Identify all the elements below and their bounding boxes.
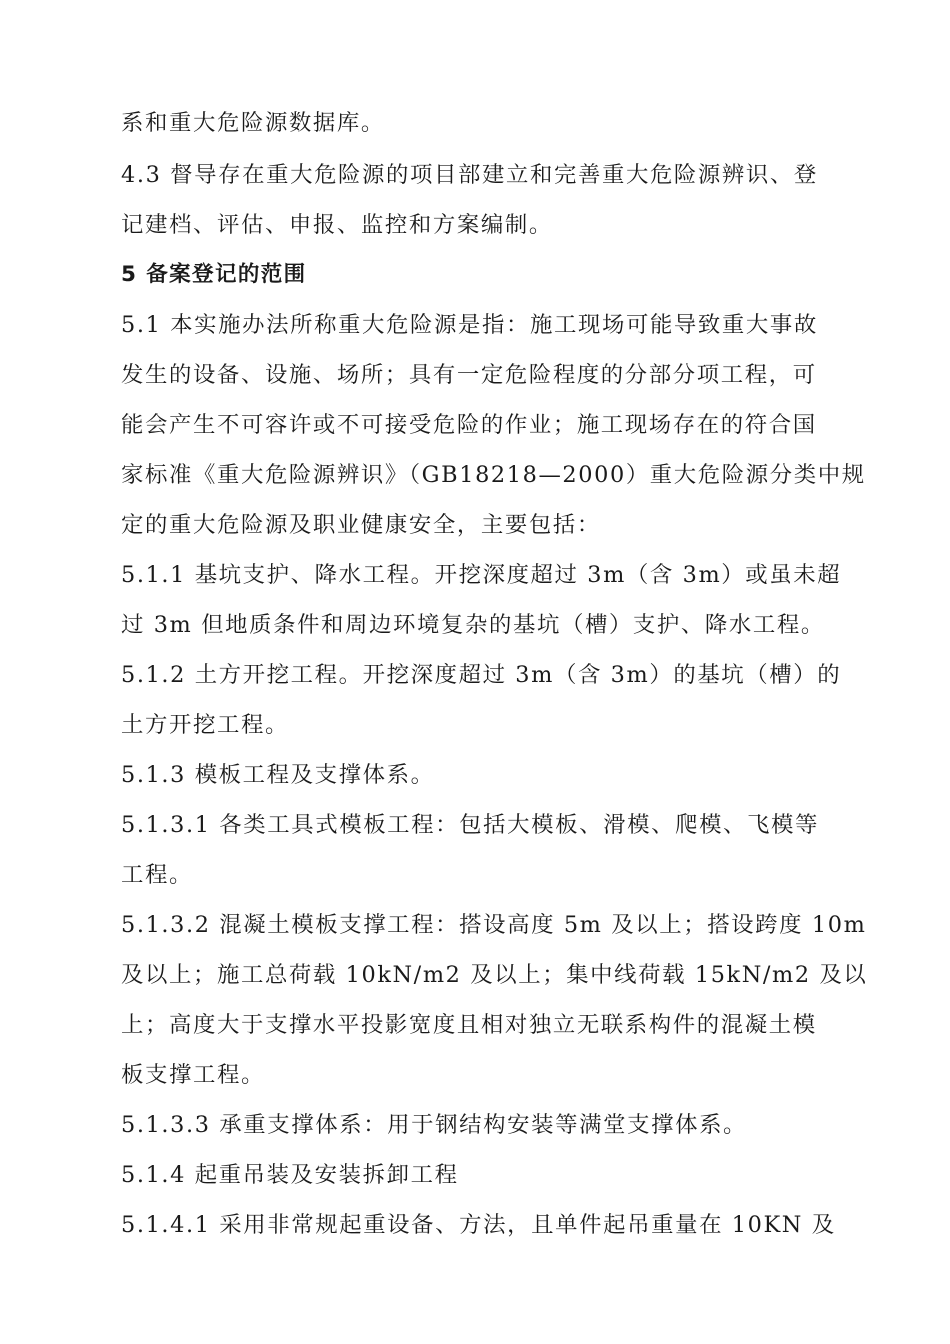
text-line: 系和重大危险源数据库。 [121,110,385,136]
text-line: 5.1.2 土方开挖工程。开挖深度超过 3m（含 3m）的基坑（槽）的 [121,662,842,688]
text-line: 4.3 督导存在重大危险源的项目部建立和完善重大危险源辨识、登 [121,162,818,188]
text-line: 工程。 [121,862,193,888]
text-line: 上；高度大于支撑水平投影宽度且相对独立无联系构件的混凝土模 [121,1012,817,1038]
text-line: 5.1.3.1 各类工具式模板工程：包括大模板、滑模、爬模、飞模等 [121,812,820,838]
text-line: 记建档、评估、申报、监控和方案编制。 [121,212,553,238]
text-line: 土方开挖工程。 [121,712,289,738]
text-line: 发生的设备、设施、场所；具有一定危险程度的分部分项工程，可 [121,362,817,388]
text-line: 能会产生不可容许或不可接受危险的作业；施工现场存在的符合国 [121,412,817,438]
text-line: 及以上；施工总荷载 10kN/m2 及以上；集中线荷载 15kN/m2 及以 [121,962,868,988]
text-line: 板支撑工程。 [121,1062,265,1088]
text-line: 家标准《重大危险源辨识》（GB18218—2000）重大危险源分类中规 [121,462,866,488]
section-heading: 5 备案登记的范围 [121,262,307,287]
text-line: 5.1 本实施办法所称重大危险源是指：施工现场可能导致重大事故 [121,312,818,338]
text-line: 5.1.4 起重吊装及安装拆卸工程 [121,1162,459,1188]
text-line: 5.1.4.1 采用非常规起重设备、方法，且单件起吊重量在 10KN 及 [121,1212,836,1238]
text-line: 5.1.3.2 混凝土模板支撑工程：搭设高度 5m 及以上；搭设跨度 10m [121,912,867,938]
text-line: 5.1.1 基坑支护、降水工程。开挖深度超过 3m（含 3m）或虽未超 [121,562,842,588]
text-line: 5.1.3 模板工程及支撑体系。 [121,762,435,788]
text-line: 定的重大危险源及职业健康安全，主要包括： [121,512,601,538]
text-line: 过 3m 但地质条件和周边环境复杂的基坑（槽）支护、降水工程。 [121,612,825,638]
text-line: 5.1.3.3 承重支撑体系：用于钢结构安装等满堂支撑体系。 [121,1112,748,1138]
